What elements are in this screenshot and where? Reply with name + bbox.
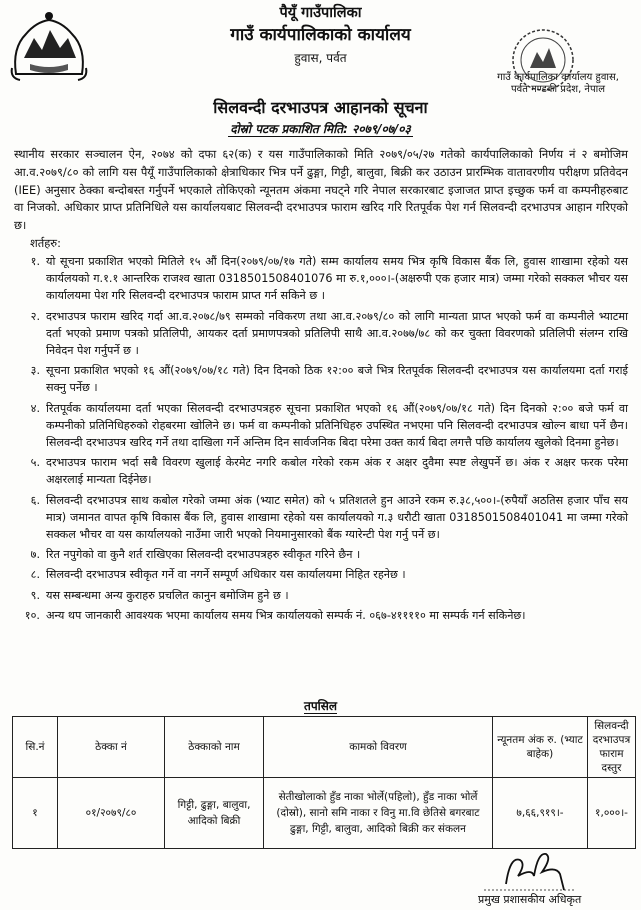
condition-text: अन्य थप जानकारी आवश्यक भएमा कार्यालय समय भित्र कार्यालयको सम्पर्क नं. ०६७-४११११० मा सम्पर्क गर्न सकिनेछ।: [46, 608, 526, 622]
condition-text: दरभाउपत्र फाराम खरिद गर्दा आ.व.२०७८/७९ सम्मको नविकरण तथा आ.व.२०७९/८० को लागि मान्यता प्राप्त भएको फर्म वा कम्पनीले भ्याटमा दर्ता भएको प्रमाण पत्रको प्रतिलिपी, आयकर दर्ता प्रमाणपत्रको प्रतिलिपी साथै आ.व.२०७७/७८ को कर चुक्ता विवरणको प्रतिलिपी संलग्न राखि निवेदन पेश गर्नुपर्ने छ ।: [46, 309, 628, 358]
cell-contract-name: गिट्टी, ढुङ्गा, बालुवा, आदिको बिक्री: [165, 778, 264, 849]
condition-text: रित नपुगेको वा कुनै शर्त राखिएका सिलवन्दी दरभाउपत्रहरु स्वीकृत गरिने छैन ।: [46, 548, 361, 562]
conditions-list: [16, 253, 628, 627]
condition-number: ८.: [30, 568, 40, 582]
condition-item: [16, 400, 628, 452]
condition-number: १०.: [24, 608, 40, 622]
cell-min-amount: ७,६६,९१९।-: [493, 778, 588, 849]
col-header-sn: सि.नं: [13, 717, 58, 778]
publication-date: दोस्रो पटक प्रकाशित मिति: २०७९/०७/०३: [230, 122, 411, 136]
cell-form-fee: १,०००।-: [588, 778, 636, 849]
col-header-min-amount: न्यूनतम अंक रु. (भ्याट बाहेक): [493, 717, 588, 778]
condition-item: [16, 454, 628, 488]
signatory-title: प्रमुख प्रशासकीय अधिकृत: [478, 893, 582, 906]
notice-subtitle: [0, 121, 641, 137]
condition-number: ७.: [30, 548, 40, 562]
condition-item: [16, 566, 628, 583]
cell-description: सेतीखोलाको हुँड नाका भोर्ले(पहिलो), हुँड नाका भोर्ले (दोस्रो), सानो समि नाका र विनु मा.वि छेतिसे बगरबाट ढुङ्गा, गिट्टी, बालुवा, आदिको बिक्री कर संकलन: [264, 778, 493, 849]
office-address: हुवास, पर्वत: [294, 51, 347, 65]
col-header-description: कामको विवरण: [264, 717, 493, 778]
condition-text: यो सूचना प्रकाशित भएको मितिले १५ औं दिन(२०७९/०७/१७ गते) सम्म कार्यालय समय भित्र कृषि विकास बैंक लि, हुवास शाखामा रहेको यस कार्यलयको ग.१.१ आन्तरिक राजश्व खाता 0318501508401076 मा रु.१,०००।-(अक्षरुपी एक हजार मात्र) जम्मा गरेको सक्कल भौचर यस कार्यालयमा पेश गरि सिलवन्दी दरभाउपत्र फाराम प्राप्त गर्न सकिने छ ।: [46, 255, 628, 303]
condition-item: [16, 308, 628, 360]
condition-number: २.: [30, 309, 40, 323]
condition-text: यस सम्बन्धमा अन्य कुराहरु प्रचलित कानुन बमोजिम हुने छ ।: [46, 588, 289, 602]
schedule-table: [12, 716, 636, 849]
condition-item: [16, 362, 628, 396]
schedule-heading: [0, 697, 641, 714]
condition-item: [16, 546, 628, 563]
condition-number: ९.: [30, 588, 40, 602]
condition-item: [16, 607, 628, 624]
conditions-heading: शर्तहरु:: [30, 236, 61, 250]
schedule-title: तपसिल: [303, 699, 337, 713]
municipality-name: पैयूँ गाउँपालिका: [279, 5, 362, 21]
condition-text: सिलवन्दी दरभाउपत्र स्वीकृत गर्ने वा नगर्ने सम्पूर्ण अधिकार यस कार्यालयमा निहित रहनेछ ।: [46, 568, 406, 582]
col-header-contract-name: ठेक्काको नाम: [165, 717, 264, 778]
table-row: [13, 778, 636, 849]
notice-intro: स्थानीय सरकार सञ्चालन ऐन, २०७४ को दफा ६२(क) र यस गाउँपालिकाको मिति २०७९/०५/२७ गतेको कार्यपालिकाको निर्णय नं २ बमोजिम आ.व.२०७९/८० को लागि यस पैयूँ गाउँपालिकाको क्षेत्राधिकार भित्र पर्ने ढुङ्गा, गिट्टी, बालुवा, बिक्री कर उठाउन प्रारम्भिक वातावरणीय परीक्षण प्रतिवेदन (IEE) अनुसार ठेक्का बन्दोबस्त गर्नुपर्ने भएकाले तोकिएको न्यूनतम अंकमा नघट्ने गरि नेपाल सरकारबाट इजाजत प्राप्त इच्छुक फर्म वा कम्पनीहरुबाट वा निजको. अधिकार प्राप्त प्रतिनिधिले यस कार्यालयबाट सिलवन्दी दरभाउपत्र फाराम खरिद गरि रितपूर्वक पेश गर्न सिलवन्दी दरभाउपत्र आहान गरिएको छ।: [14, 147, 628, 233]
cell-contract-no: ०१/२०७९/८०: [58, 778, 165, 849]
condition-item: [16, 253, 628, 305]
condition-number: ५.: [30, 456, 40, 470]
col-header-form-fee: सिलवन्दी दरभाउपत्र फाराम दस्तुर: [588, 717, 636, 778]
condition-text: सिलवन्दी दरभाउपत्र साथ कबोल गरेको जम्मा अंक (भ्याट समेत) को ५ प्रतिशतले हुन आउने रकम रु.३८,५००।-(रुपैयाँ अठतिस हजार पाँच सय मात्र) जमानत वापत कृषि विकास बैंक लि, हुवास शाखामा रहेको यस कार्यालयको ग.३ धरौटी खाता 0318501508401041 मा जम्मा गरेको सक्कल भौचर वा यस कार्यालयको नाउँमा जारी भएको नियमानुसारको बैंक ग्यारेन्टी पेश गर्नु पर्ने छ।: [46, 493, 628, 542]
condition-number: १.: [30, 255, 40, 268]
office-name: गाउँ कार्यपालिकाको कार्यालय: [230, 25, 411, 45]
condition-text: रितपूर्वक कार्यालयमा दर्ता भएका सिलवन्दी दरभाउपत्रहरु सूचना प्रकाशित भएको १६ औं(२०७९/०७/१८ गते) दिन दिनको २:०० बजे फर्म वा कम्पनीको प्रतिनिधिहरुको रोहबरमा खोलिने छ। फर्म वा कम्पनीको प्रतिनिधिहरु उपस्थित नभएमा पनि सिलवन्दी दरभाउपत्र खोल्न बाधा पर्ने छैन। सिलवन्दी दरभाउपत्र खरिद गर्ने तथा दाखिला गर्ने अन्तिम दिन सार्वजनिक बिदा परेमा उक्त कार्य बिदा लगत्तै पछि कार्यालय खुलेको दिनमा हुनेछ।: [46, 401, 628, 450]
cell-sn: १: [13, 778, 58, 849]
condition-item: [16, 587, 628, 604]
condition-number: ४.: [30, 401, 40, 415]
table-header-row: [13, 717, 636, 778]
condition-number: ६.: [30, 493, 40, 507]
notice-title: सिलवन्दी दरभाउपत्र आहानको सूचना: [213, 98, 428, 117]
condition-item: [16, 492, 628, 544]
condition-text: दरभाउपत्र फाराम भर्दा सबै विवरण खुलाई केरमेट नगरि कबोल गरेको रकम अंक र अक्षर दुवैमा स्पष्ट लेखुपर्ने छ। अंक र अक्षर फरक परेमा अक्षरलाई मान्यता दिईनेछ।: [46, 456, 628, 487]
col-header-contract-no: ठेक्का नं: [58, 717, 165, 778]
seal-text: गाउँ कार्यपालिका कार्यालय हुवास, पर्वत गण्डकी प्रदेश, नेपाल: [497, 72, 619, 95]
condition-text: सूचना प्रकाशित भएको १६ औं(२०७९/०७/१८ गते) दिन दिनको ठिक १२:०० बजे भित्र रितपूर्वक सिलवन्दी दरभाउपत्र यस कार्यालयमा दर्ता गराई सक्नु पर्नेछ ।: [46, 364, 628, 395]
condition-number: ३.: [30, 364, 40, 378]
handwritten-signature: [476, 846, 586, 896]
